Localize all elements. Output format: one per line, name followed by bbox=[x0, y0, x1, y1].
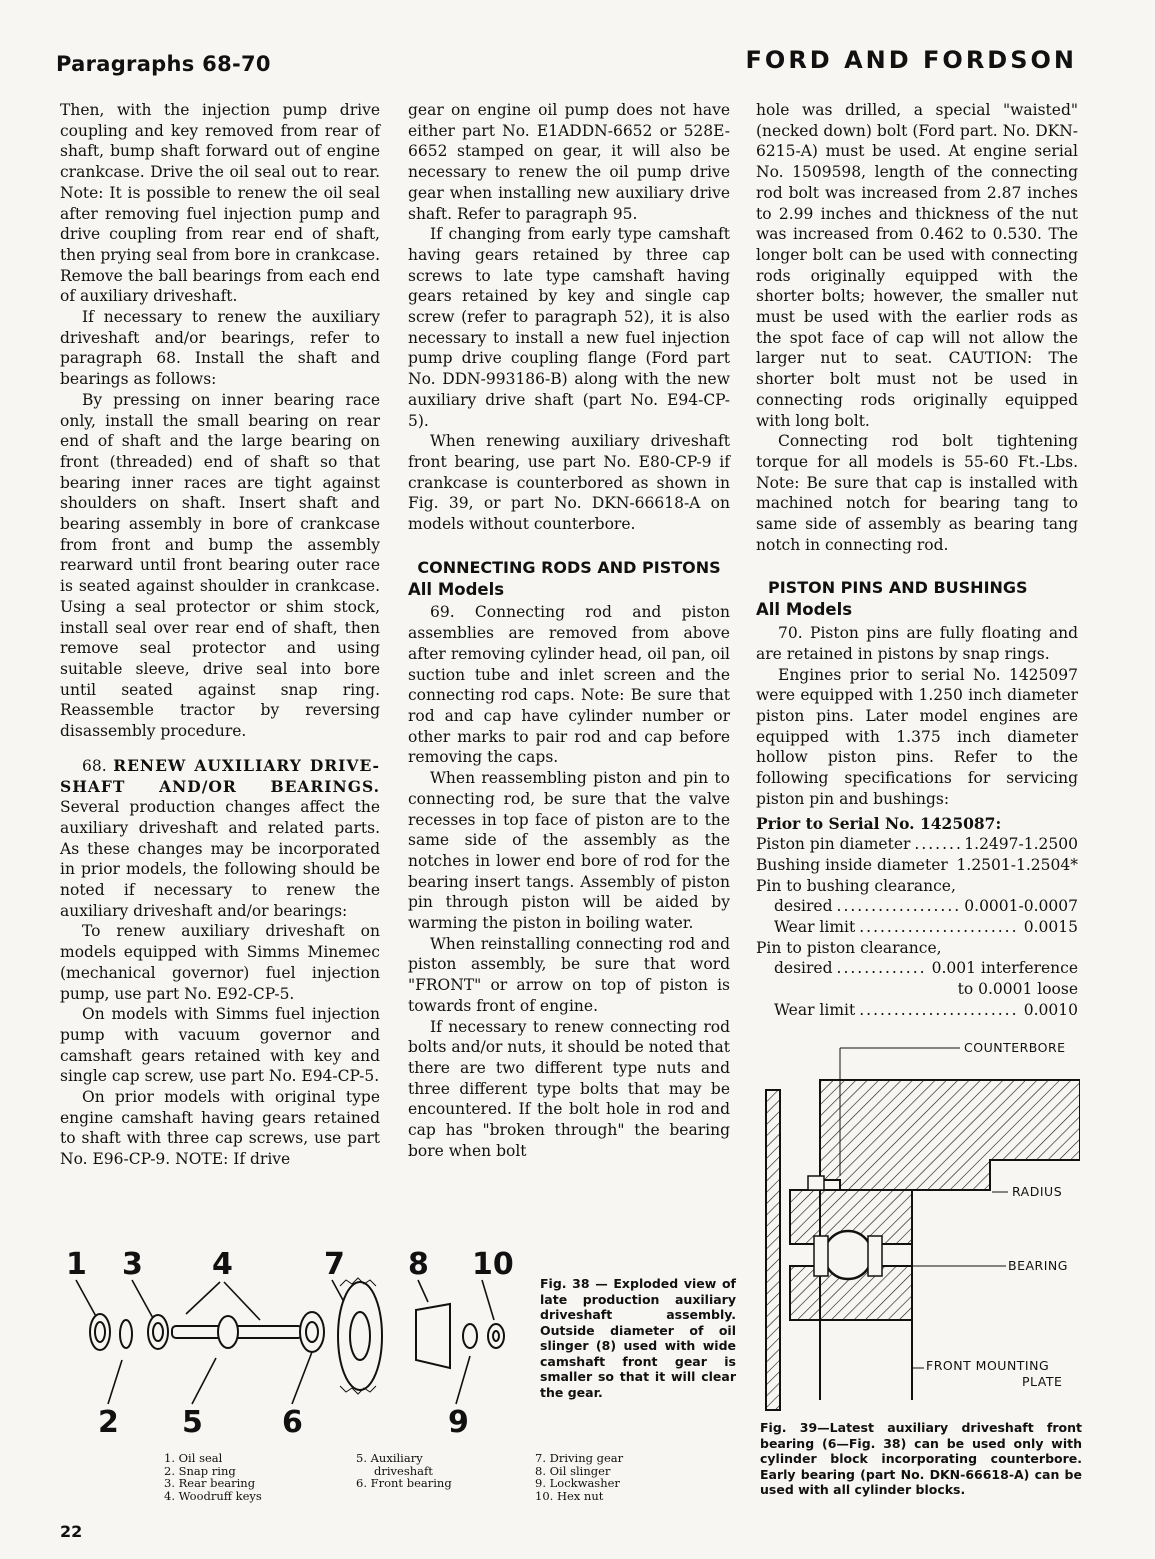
paragraph-68 bbox=[60, 756, 380, 922]
paragraph-text: Several production changes affect the auxiliary driveshaft and related parts. As these changes may be incorporated in prior models, the following should be noted if necessary to renew the auxiliary driveshaft and/or bearings: bbox=[60, 798, 380, 920]
fig39-bearing-section bbox=[760, 1040, 1080, 1420]
callout-number: 10 bbox=[472, 1247, 514, 1282]
paragraph: When reinstalling connecting rod and piston assembly, be sure that word "FRONT" or arrow on top of piston is towards front of engine. bbox=[408, 934, 730, 1015]
legend-item: 7. Driving gear bbox=[535, 1451, 624, 1465]
callout-number: 3 bbox=[122, 1247, 143, 1282]
paragraph: By pressing on inner bearing race only, install the small bearing on rear end of shaft and the large bearing on front (threaded) end of shaft so that bearing inner races are tight against shoulders on shaft. Insert shaft and bearing assembly in bore of crankcase from front and bump the assembly rearward until front bearing outer race is seated against shoulder in crankcase. Using a seal protector or shim stock, install seal over rear end of shaft, then remove seal protector and using suitable sleeve, drive seal into bore until seated against snap ring. Reassemble tractor by reversing disassembly procedure. bbox=[60, 390, 380, 741]
legend-item: 2. Snap ring bbox=[164, 1463, 236, 1478]
book-title-header: FORD AND FORDSON bbox=[745, 46, 1077, 74]
section-heading-connecting-rods: CONNECTING RODS AND PISTONS bbox=[417, 557, 721, 577]
spec-row: Wear limit ..... 0.0010 bbox=[756, 1000, 1078, 1021]
spec-row: desired ..... 0.001 interference bbox=[756, 958, 1078, 979]
callout-number: 5 bbox=[182, 1405, 203, 1440]
subheading-all-models: All Models bbox=[408, 579, 505, 599]
fig38-caption: Fig. 38 — Exploded view of late production auxiliary driveshaft assembly. Outside diameter of oil slinger (8) used with wide camshaft front gear is smaller so that it will clear the gear. bbox=[540, 1276, 736, 1400]
paragraph: When reassembling piston and pin to connecting rod, be sure that the valve recesses in top face of piston are to the same side of the assembly as the notches in lower end bore of rod for the bearing insert tangs. Assembly of piston pin through piston will be aided by warming the piston in boiling water. bbox=[408, 769, 730, 933]
label-radius: RADIUS bbox=[1012, 1184, 1063, 1199]
spec-row: Wear limit ..... 0.0015 bbox=[756, 917, 1078, 938]
legend-item: driveshaft bbox=[374, 1463, 433, 1478]
spec-title: Prior to Serial No. 1425087: bbox=[756, 813, 1002, 833]
fig38-legend-group bbox=[535, 1452, 623, 1502]
legend-item: 8. Oil slinger bbox=[535, 1463, 611, 1478]
legend-item: 3. Rear bearing bbox=[164, 1476, 256, 1490]
label-counterbore: COUNTERBORE bbox=[964, 1040, 1066, 1055]
fig38-exploded-view bbox=[60, 1240, 540, 1440]
legend-item: 4. Woodruff keys bbox=[164, 1488, 262, 1503]
paragraph: If necessary to renew the auxiliary driveshaft and/or bearings, refer to paragraph 68. Install the shaft and bearings as follows: bbox=[60, 308, 380, 389]
paragraph: Connecting rod bolt tightening torque for all models is 55-60 Ft.-Lbs. Note: Be sure that cap is installed with machined notch for bearing tang to same side of assembly as bearing tang notch in connecting rod. bbox=[756, 432, 1078, 554]
spec-row: desired ..... 0.0001-0.0007 bbox=[756, 896, 1078, 917]
paragraph: Then, with the injection pump drive coupling and key removed from rear of shaft, bump shaft forward out of engine crankcase. Drive the oil seal out to rear. Note: It is possible to renew the oil seal after removing fuel injection pump and drive coupling from rear end of shaft, then prying seal from bore in crankcase. Remove the ball bearings from each end of auxiliary driveshaft. bbox=[60, 101, 380, 306]
paragraph-heading: RENEW AUXILIARY DRIVE-SHAFT AND/OR BEARINGS. bbox=[60, 755, 380, 796]
legend-item: 6. Front bearing bbox=[356, 1476, 452, 1490]
legend-item: 10. Hex nut bbox=[535, 1488, 604, 1503]
callout-number: 6 bbox=[282, 1405, 303, 1440]
paragraph: hole was drilled, a special "waisted" (necked down) bolt (Ford part. No. DKN-6215-A) must be used. At engine serial No. 1509598, length of the connecting rod bolt was increased from 2.87 inches to 2.99 inches and thickness of the nut was increased from 0.462 to 0.530. The longer bolt can be used with connecting rods originally equipped with the shorter bolts; however, the smaller nut must be used with the earlier rods as the spot face of cap will not allow the larger nut to seat. CAUTION: The shorter bolt must not be used in connecting rods originally equipped with long bolt. bbox=[756, 101, 1078, 430]
text-column-2 bbox=[408, 100, 730, 1161]
text-column-3 bbox=[756, 100, 1078, 1021]
page-number: 22 bbox=[60, 1522, 83, 1541]
legend-item: 9. Lockwasher bbox=[535, 1476, 620, 1490]
spec-label: Pin to bushing clearance, bbox=[756, 876, 956, 895]
fig38-legend-group bbox=[356, 1452, 452, 1490]
spec-row: Piston pin diameter ..... 1.2497-1.2500 bbox=[756, 834, 1078, 855]
paragraph: On prior models with original type engine camshaft having gears retained to shaft with three cap screws, use part No. E96-CP-9. NOTE: If drive bbox=[60, 1088, 380, 1169]
callout-number: 1 bbox=[66, 1247, 87, 1282]
paragraph: Engines prior to serial No. 1425097 were equipped with 1.250 inch diameter piston pins. Later model engines are equipped with 1.375 inch diameter hollow piston pins. Refer to the following specifications for servicing piston pin and bushings: bbox=[756, 665, 1078, 808]
callout-number: 9 bbox=[448, 1405, 469, 1440]
paragraph-69: 69. Connecting rod and piston assemblies are removed from above after removing cylinder head, oil pan, oil suction tube and inlet screen and the connecting rod caps. Note: Be sure that rod and cap have cylinder number or other marks to pair rod and cap before removing the caps. bbox=[408, 603, 730, 767]
spec-label: Pin to piston clearance, bbox=[756, 938, 942, 957]
paragraph: To renew auxiliary driveshaft on models equipped with Simms Minemec (mechanical governor) fuel injection pump, use part No. E92-CP-5. bbox=[60, 922, 380, 1003]
paragraph: When renewing auxiliary driveshaft front bearing, use part No. E80-CP-9 if crankcase is counterbored as shown in Fig. 39, or part No. DKN-66618-A on models without counterbore. bbox=[408, 432, 730, 534]
subheading-all-models: All Models bbox=[756, 600, 853, 620]
callout-number: 4 bbox=[212, 1247, 233, 1282]
fig38-legend-group bbox=[164, 1452, 262, 1502]
label-bearing: BEARING bbox=[1008, 1258, 1068, 1273]
legend-item: 1. Oil seal bbox=[164, 1451, 223, 1465]
spec-row: Bushing inside diameter 1.2501-1.2504* bbox=[756, 855, 1078, 874]
spec-continuation: to 0.0001 loose bbox=[957, 980, 1078, 999]
paragraph: If changing from early type camshaft having gears retained by three cap screws to late type camshaft having gears retained by key and single cap screw (refer to paragraph 52), it is also necessary to install a new fuel injection pump drive coupling flange (Ford part No. DDN-993186-B) along with the new auxiliary drive shaft (part No. E94-CP-5). bbox=[408, 225, 730, 430]
paragraph-range-header: Paragraphs 68-70 bbox=[56, 52, 271, 76]
paragraph: gear on engine oil pump does not have either part No. E1ADDN-6652 or 528E-6652 stamped on gear, it will also be necessary to renew the oil pump drive gear when installing new auxiliary drive shaft. Refer to paragraph 95. bbox=[408, 101, 730, 223]
callout-number: 7 bbox=[324, 1247, 345, 1282]
paragraph: On models with Simms fuel injection pump with vacuum governor and camshaft gears retained with key and single cap screw, use part No. E94-CP-5. bbox=[60, 1005, 380, 1086]
fig39-caption: Fig. 39—Latest auxiliary driveshaft front bearing (6—Fig. 38) can be used only with cylinder block incorporating counterbore. Early bearing (part No. DKN-66618-A) can be used with all cylinder blocks. bbox=[760, 1420, 1082, 1497]
label-front-mounting: FRONT MOUNTING bbox=[926, 1358, 1050, 1373]
section-heading-piston-pins: PISTON PINS AND BUSHINGS bbox=[768, 578, 1028, 598]
text-column-1 bbox=[60, 100, 380, 1170]
legend-item: 5. Auxiliary bbox=[356, 1451, 423, 1465]
callout-number: 8 bbox=[408, 1247, 429, 1282]
paragraph: If necessary to renew connecting rod bolts and/or nuts, it should be noted that there are two different type nuts and three different type bolts that may be encountered. If the bolt hole in rod and cap has "broken through" the bearing bore when bolt bbox=[408, 1017, 730, 1160]
paragraph-number: 68. bbox=[82, 756, 107, 775]
callout-number: 2 bbox=[98, 1405, 119, 1440]
paragraph-70: 70. Piston pins are fully floating and are retained in pistons by snap rings. bbox=[756, 624, 1078, 663]
label-plate: PLATE bbox=[1022, 1374, 1063, 1389]
